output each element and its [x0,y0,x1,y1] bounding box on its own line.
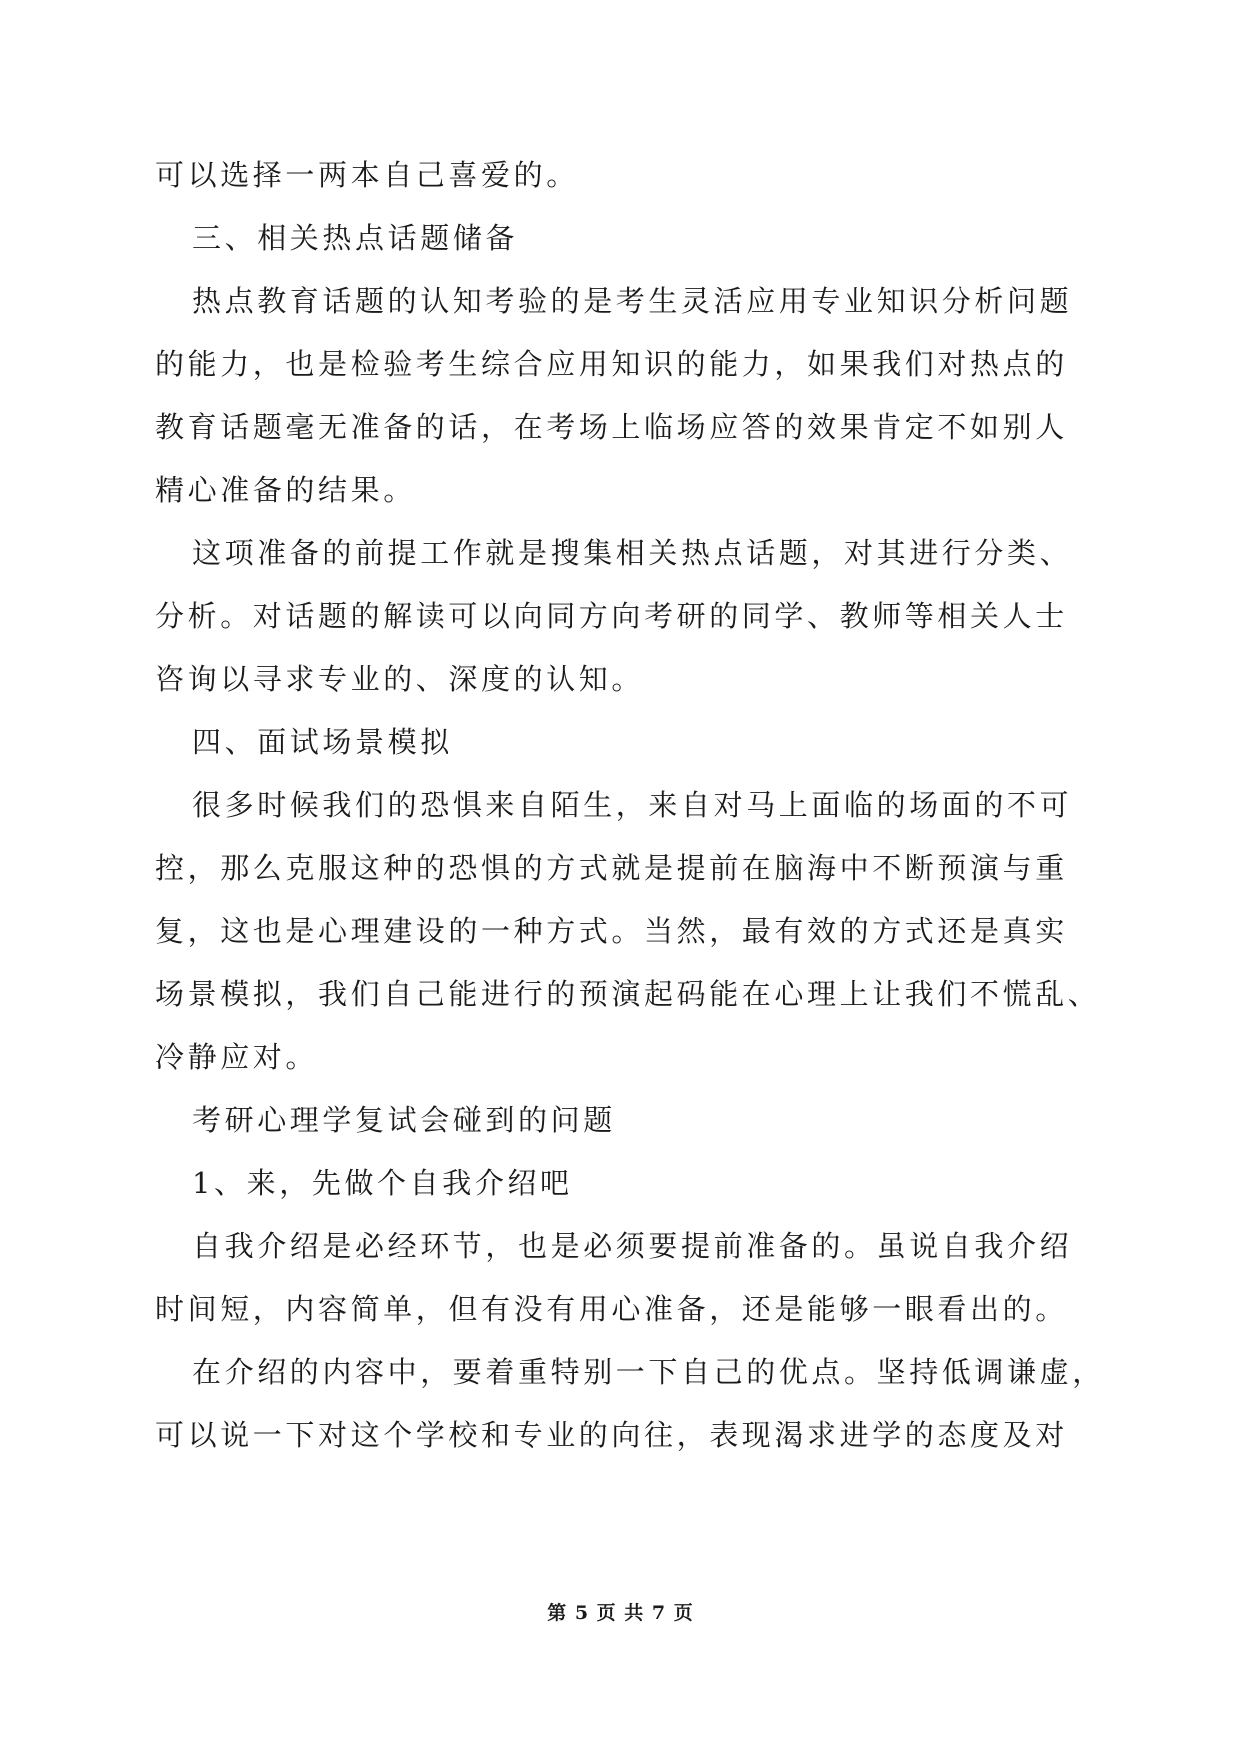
text-line: 热点教育话题的认知考验的是考生灵活应用专业知识分析问题 [192,284,1073,318]
section-heading: 三、相关热点话题储备 [192,221,519,255]
document-body [155,160,1115,1483]
text-line: 的能力，也是检验考生综合应用知识的能力，如果我们对热点的 [155,347,1068,381]
question-heading: 1、来，先做个自我介绍吧 [192,1166,573,1200]
text-line: 时间短，内容简单，但有没有用心准备，还是能够一眼看出的。 [155,1292,1068,1326]
section-heading: 四、面试场景模拟 [192,725,453,759]
text-line: 教育话题毫无准备的话，在考场上临场应答的效果肯定不如别人 [155,410,1068,444]
text-line: 精心准备的结果。 [155,473,416,507]
text-line: 冷静应对。 [155,1040,319,1074]
text-line: 咨询以寻求专业的、深度的认知。 [155,662,645,696]
text-line: 复，这也是心理建设的一种方式。当然，最有效的方式还是真实 [155,914,1068,948]
page-number-footer: 第 5 页 共 7 页 [547,1602,694,1624]
text-line: 可以选择一两本自己喜爱的。 [155,158,579,192]
text-line: 分析。对话题的解读可以向同方向考研的同学、教师等相关人士 [155,599,1068,633]
text-line: 场景模拟，我们自己能进行的预演起码能在心理上让我们不慌乱、 [155,977,1101,1011]
text-line: 控，那么克服这种的恐惧的方式就是提前在脑海中不断预演与重 [155,851,1068,885]
text-line: 可以说一下对这个学校和专业的向往，表现渴求进学的态度及对 [155,1418,1068,1452]
text-line: 很多时候我们的恐惧来自陌生，来自对马上面临的场面的不可 [192,788,1073,822]
text-line: 自我介绍是必经环节，也是必须要提前准备的。虽说自我介绍 [192,1229,1073,1263]
text-line: 这项准备的前提工作就是搜集相关热点话题，对其进行分类、 [192,536,1073,570]
text-line: 在介绍的内容中，要着重特别一下自己的优点。坚持低调谦虚， [192,1355,1105,1389]
section-heading: 考研心理学复试会碰到的问题 [192,1103,616,1137]
